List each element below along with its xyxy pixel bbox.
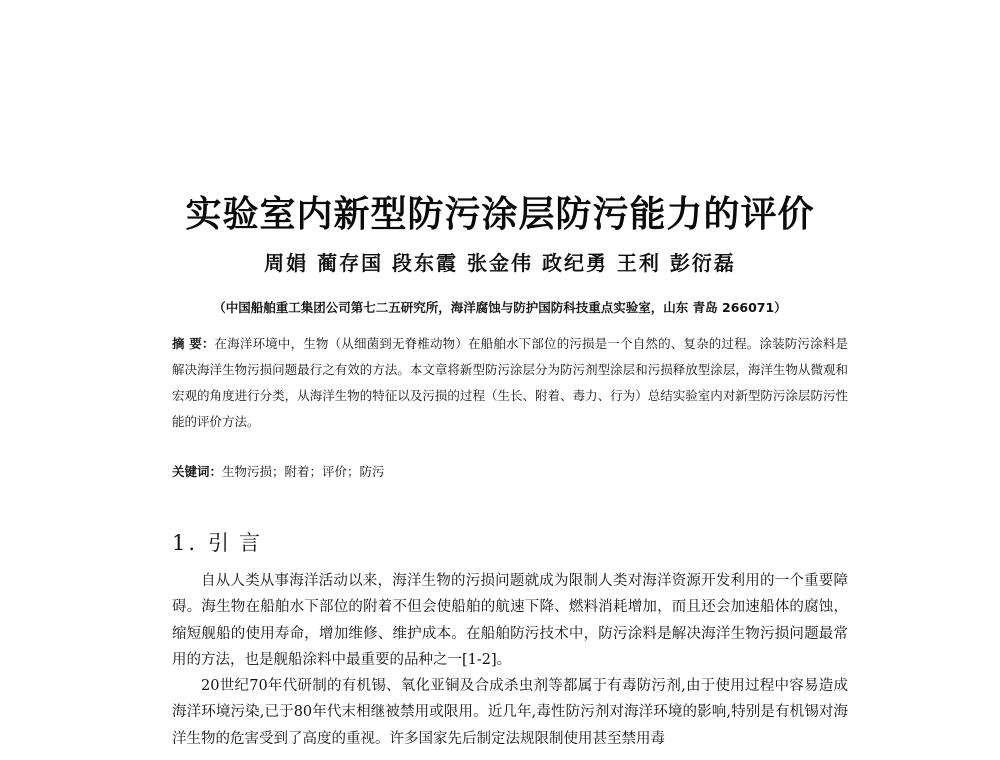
body-paragraph: 自从人类从事海洋活动以来，海洋生物的污损问题就成为限制人类对海洋资源开发利用的一个重要障碍。海生物在船舶水下部位的附着不但会使船舶的航速下降、燃料消耗增加，而且还会加速船体的腐蚀，缩短舰船的使用寿命，增加维修、维护成本。在船舶防污技术中，防污涂料是解决海洋生物污损问题最常用的方法，也是舰船涂料中最重要的品种之一[1-2]。 xyxy=(172,573,848,668)
abstract xyxy=(172,331,848,435)
abstract-label: 摘 要： xyxy=(172,336,215,351)
abstract-text: 在海洋环境中，生物（从细菌到无脊椎动物）在船舶水下部位的污损是一个自然的、复杂的过程。涂装防污涂料是解决海洋生物污损问题最行之有效的方法。本文章将新型防污涂层分为防污剂型涂层和污损释放型涂层，海洋生物从微观和宏观的角度进行分类，从海洋生物的特征以及污损的过程（生长、附着、毒力、行为）总结实验室内对新型防污涂层防污性能的评价方法。 xyxy=(172,336,848,429)
section-body xyxy=(172,568,848,752)
section-number: 1. xyxy=(172,531,199,555)
keywords-label: 关键词： xyxy=(172,464,223,479)
affiliation: （中国船舶重工集团公司第七二五研究所，海洋腐蚀与防护国防科技重点实验室，山东 青岛 266071） xyxy=(213,300,787,315)
section-heading xyxy=(172,527,270,557)
keywords-text: 生物污损；附着；评价；防污 xyxy=(222,464,385,479)
section-title: 引言 xyxy=(208,531,271,555)
author-list: 周娟 蔺存国 段东霞 张金伟 政纪勇 王利 彭衍磊 xyxy=(264,251,736,275)
keywords xyxy=(172,462,848,480)
paper-title: 实验室内新型防污涂层防污能力的评价 xyxy=(185,194,815,235)
body-paragraph: 20世纪70年代研制的有机锡、氧化亚铜及合成杀虫剂等都属于有毒防污剂,由于使用过程中容易造成海洋环境污染,已于80年代末相继被禁用或限用。近几年,毒性防污剂对海洋环境的影响,特别是有机锡对海洋生物的危害受到了高度的重视。许多国家先后制定法规限制使用甚至禁用毒 xyxy=(172,678,848,747)
